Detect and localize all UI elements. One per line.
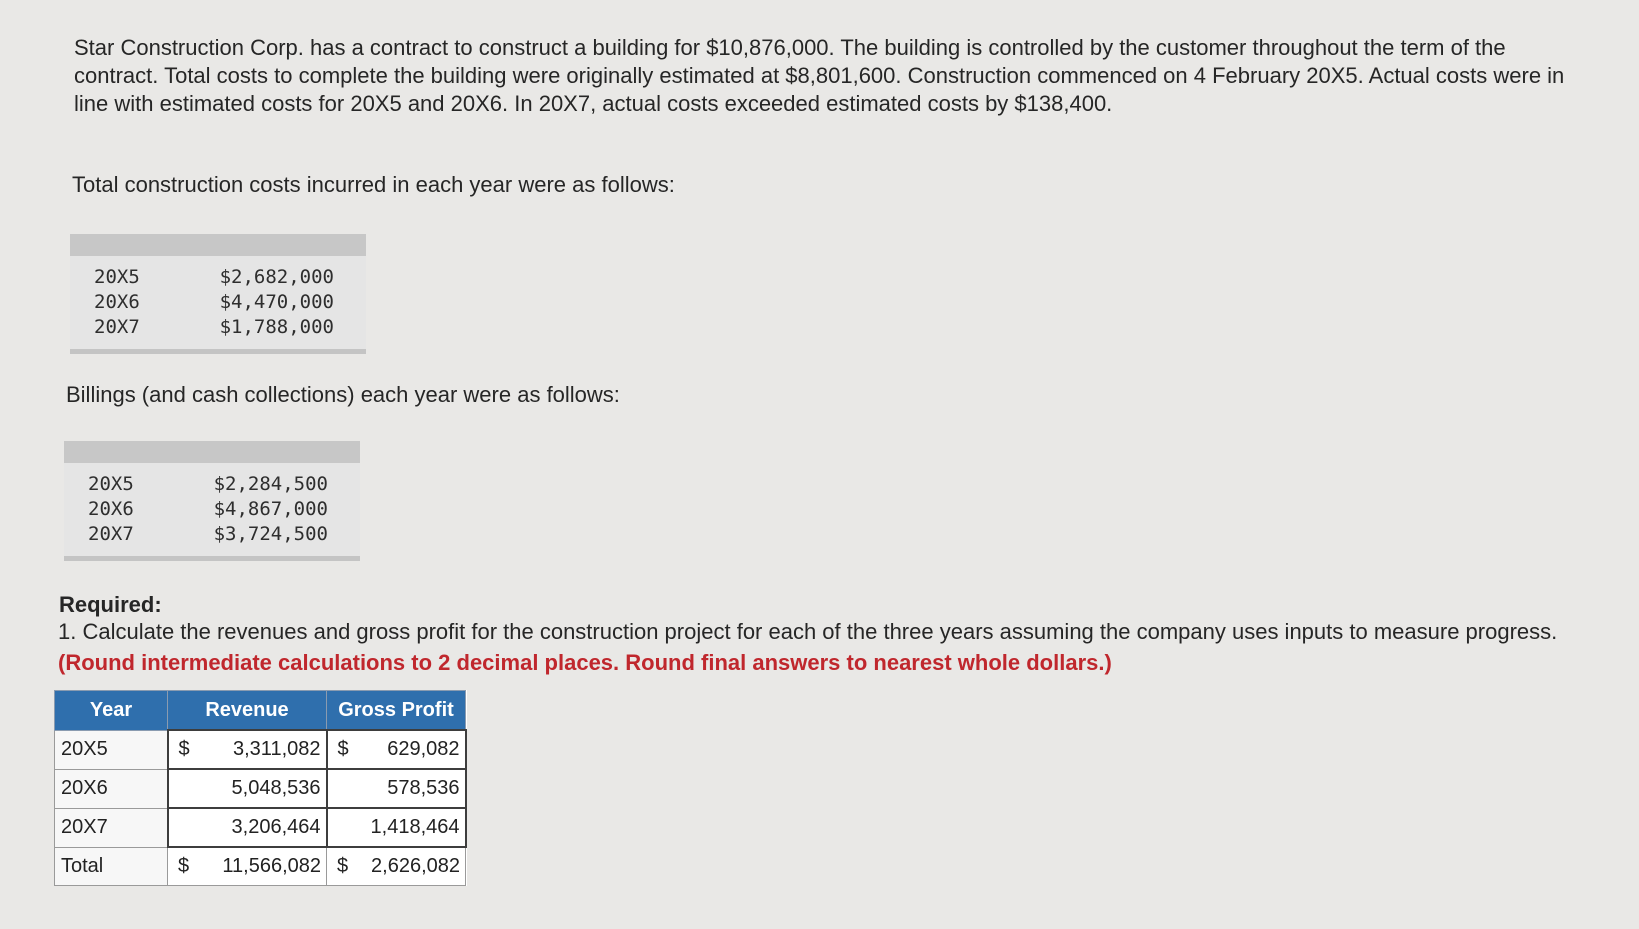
table-row — [70, 315, 366, 352]
revenue-value: 5,048,536 — [231, 777, 321, 799]
gross-profit-input[interactable] — [327, 730, 466, 769]
required-question: 1. Calculate the revenues and gross profit for the construction project for each of the three years assuming the company uses inputs to measure progress. — [58, 619, 1558, 644]
table-row — [55, 769, 466, 808]
required-label: Required: — [59, 592, 162, 617]
year-label: 20X5 — [55, 730, 168, 769]
table-row — [64, 522, 360, 559]
currency-symbol: $ — [337, 738, 349, 760]
required-text — [58, 616, 1618, 678]
table-row — [70, 290, 366, 315]
revenue-value: 3,311,082 — [233, 738, 321, 760]
gross-profit-total — [327, 847, 466, 886]
gross-profit-total-value: 2,626,082 — [371, 855, 460, 877]
billings-year: 20X6 — [88, 498, 134, 520]
table-row — [55, 808, 466, 847]
billings-amount: $4,867,000 — [213, 498, 328, 520]
revenue-total — [168, 847, 327, 886]
revenue-input[interactable] — [168, 730, 327, 769]
billings-table — [64, 441, 360, 561]
costs-intro: Total construction costs incurred in each year were as follows: — [72, 172, 675, 197]
billings-table-header-bar — [64, 441, 360, 463]
total-label: Total — [55, 847, 168, 886]
billings-intro: Billings (and cash collections) each year were as follows: — [66, 382, 620, 407]
gross-profit-input[interactable] — [327, 769, 466, 808]
table-row — [70, 256, 366, 290]
revenue-value: 3,206,464 — [231, 816, 321, 838]
table-row — [64, 497, 360, 522]
billings-year: 20X5 — [88, 473, 134, 495]
gross-profit-value: 1,418,464 — [370, 816, 460, 838]
costs-year: 20X7 — [70, 315, 190, 352]
gross-profit-input[interactable] — [327, 808, 466, 847]
revenue-input[interactable] — [168, 808, 327, 847]
costs-year: 20X5 — [94, 266, 140, 288]
gross-profit-value: 629,082 — [387, 738, 460, 760]
revenue-total-value: 11,566,082 — [222, 855, 321, 877]
costs-year: 20X6 — [94, 291, 140, 313]
header-gross-profit: Gross Profit — [327, 691, 466, 731]
answer-table — [54, 690, 467, 886]
header-revenue: Revenue — [168, 691, 327, 731]
revenue-input[interactable] — [168, 769, 327, 808]
problem-statement: Star Construction Corp. has a contract to construct a building for $10,876,000. The building is controlled by the customer throughout the term of the contract. Total costs to complete the building were originally estimated at $8,801,600. Construction commenced on 4 February 20X5. Actual costs were in line with estimated costs for 20X5 and 20X6. In 20X7, actual costs exceeded estimated costs by $138,400. — [74, 35, 1565, 116]
total-row — [55, 847, 466, 886]
billings-amount: $2,284,500 — [213, 473, 328, 495]
table-row — [55, 730, 466, 769]
header-year: Year — [55, 691, 168, 731]
rounding-instruction: (Round intermediate calculations to 2 decimal places. Round final answers to nearest whole dollars.) — [58, 650, 1112, 675]
currency-symbol: $ — [178, 855, 190, 877]
currency-symbol: $ — [337, 855, 349, 877]
billings-amount: $3,724,500 — [184, 522, 360, 559]
costs-amount: $1,788,000 — [190, 315, 366, 352]
table-row — [64, 463, 360, 497]
costs-table — [70, 234, 366, 354]
year-label: 20X7 — [55, 808, 168, 847]
year-label: 20X6 — [55, 769, 168, 808]
gross-profit-value: 578,536 — [387, 777, 460, 799]
costs-amount: $4,470,000 — [219, 291, 334, 313]
currency-symbol: $ — [178, 738, 190, 760]
billings-year: 20X7 — [64, 522, 184, 559]
costs-amount: $2,682,000 — [219, 266, 334, 288]
costs-table-header-bar — [70, 234, 366, 256]
